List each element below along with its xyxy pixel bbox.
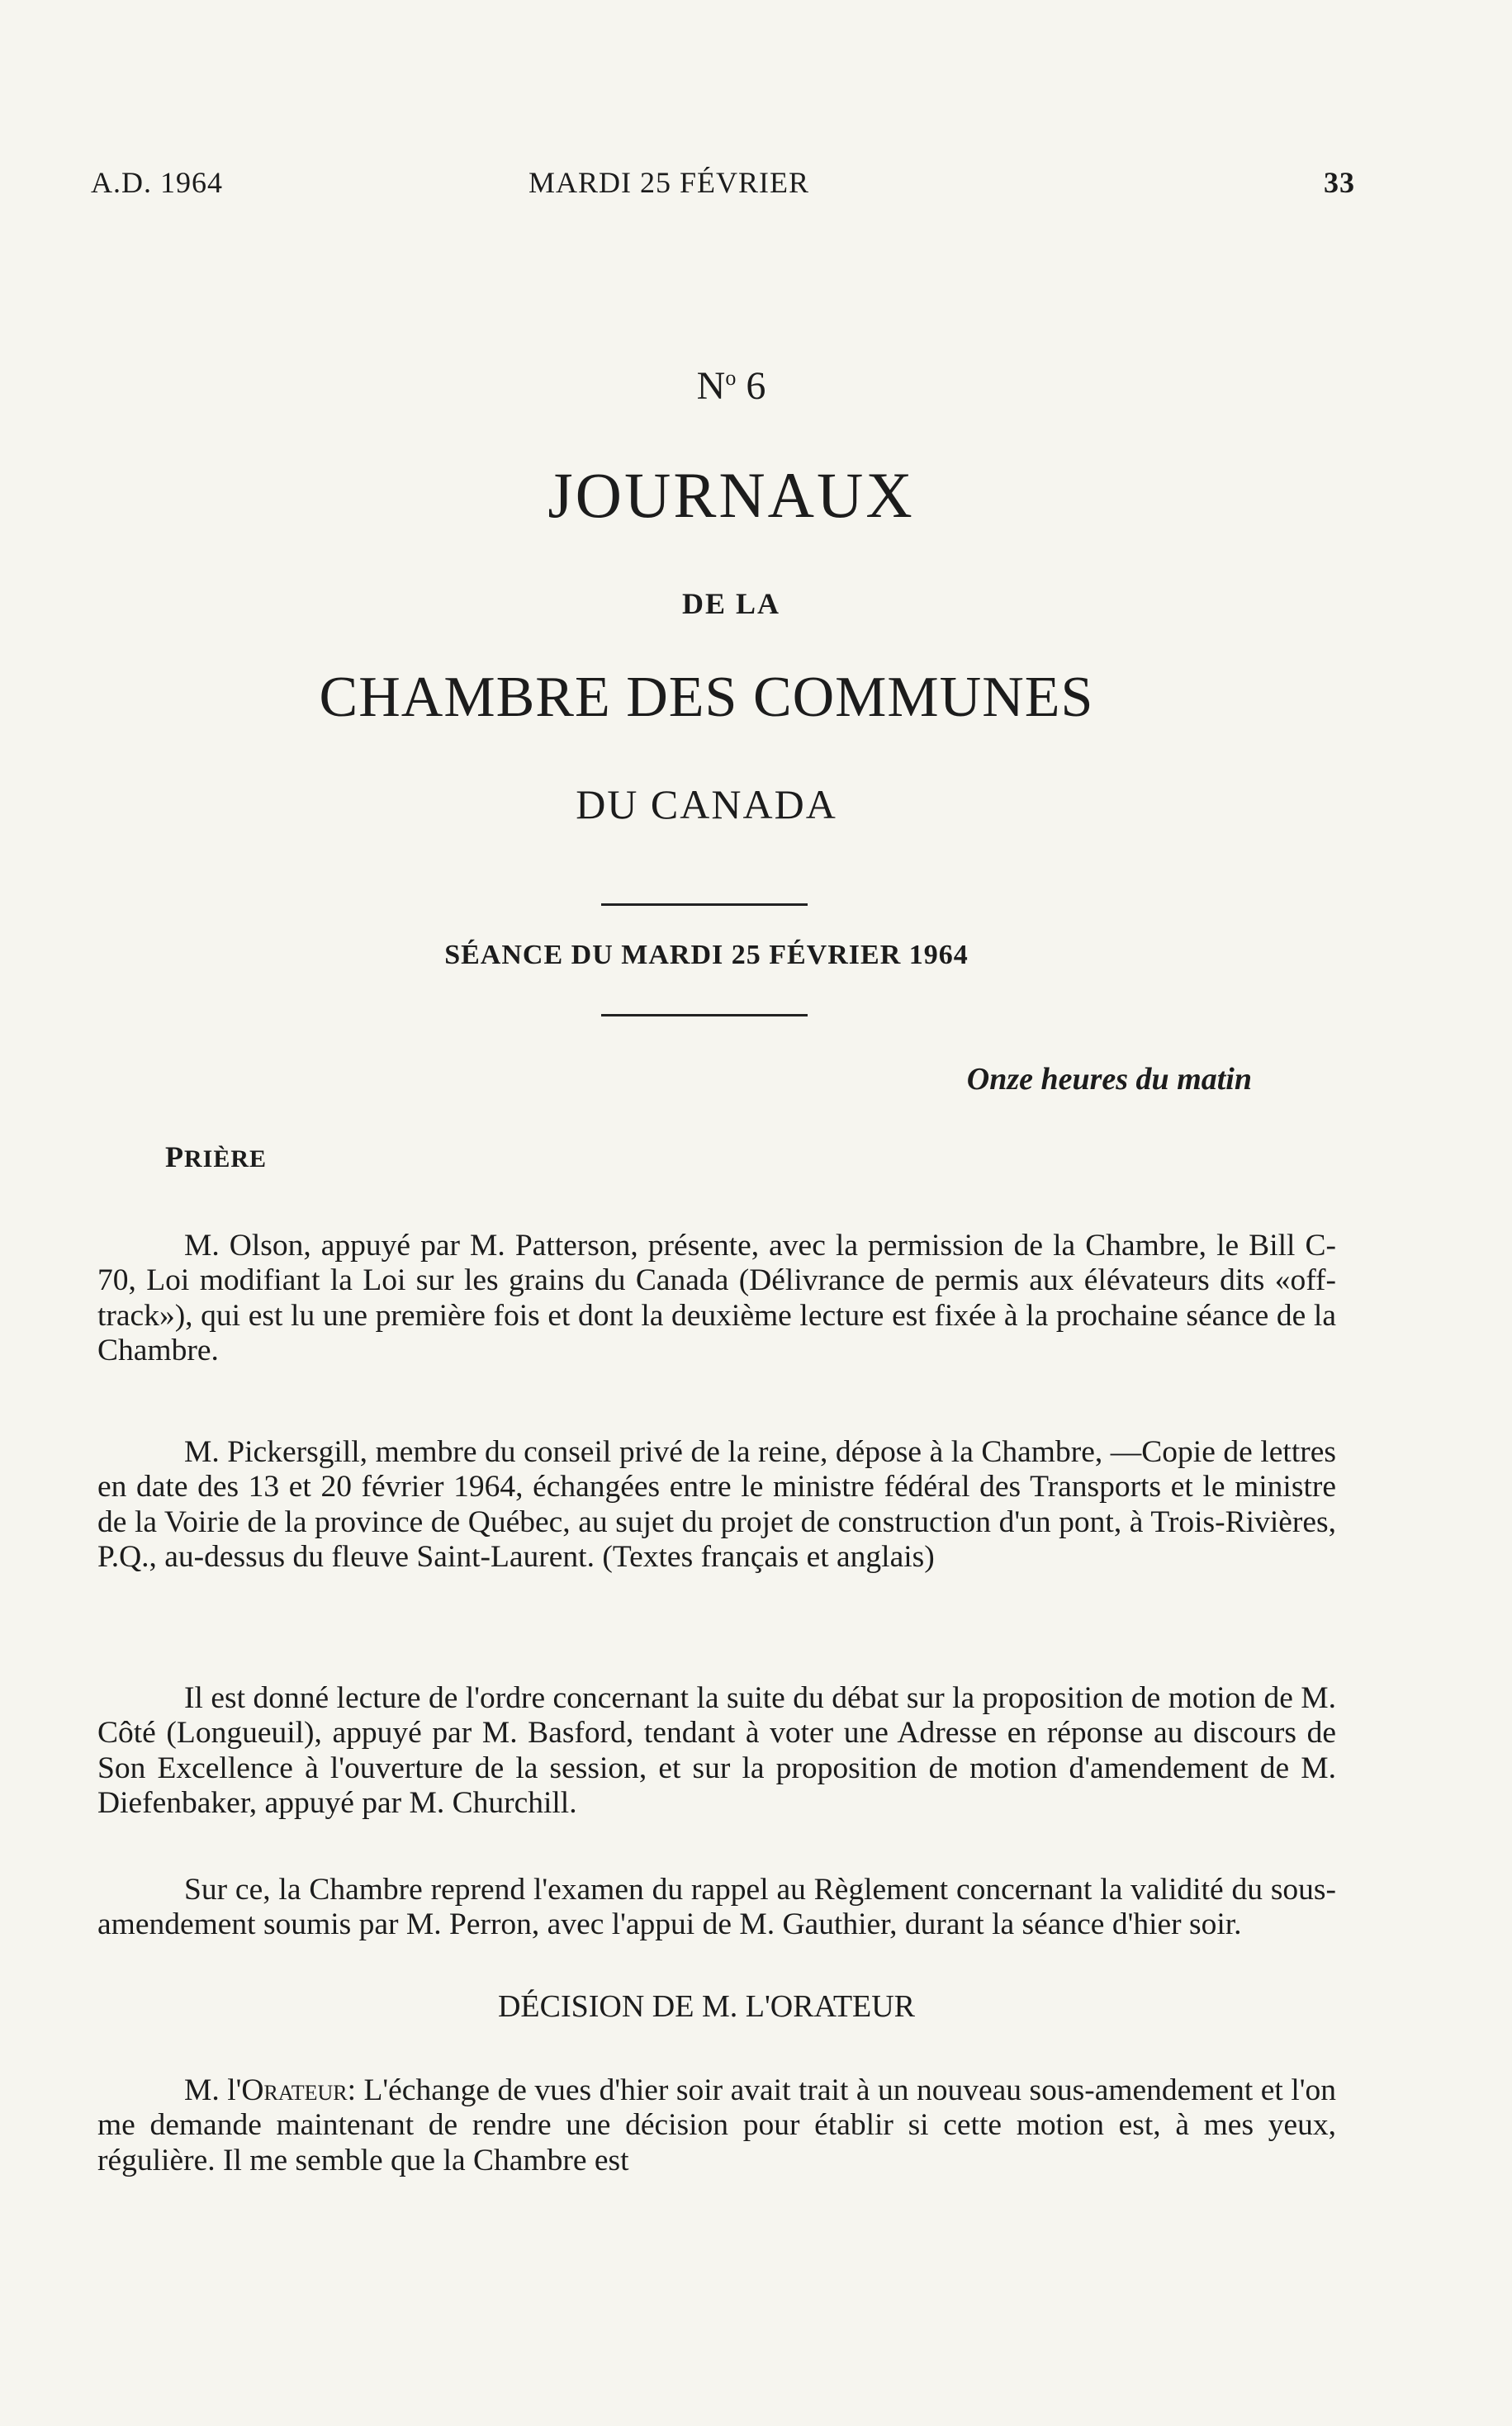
running-head-year: A.D. 1964 [91, 166, 223, 199]
paragraph-pickersgill: M. Pickersgill, membre du conseil privé de la reine, dépose à la Chambre, —Copie de lettres en date des 13 et 20 février 1964, échangées entre le ministre fédéral des Transports et le ministre de la Voirie de la province de Québec, au sujet du projet de construction d'un pont, à Trois-Rivières, P.Q., au-dessus du fleuve Saint-Laurent. (Textes français et anglais) [97, 1434, 1336, 1574]
issue-number-prefix: N [696, 364, 726, 408]
running-head [91, 165, 1355, 215]
divider-rule-bottom [601, 1014, 808, 1016]
speaker-text: L'échange de vues d'hier soir avait trait à un nouveau sous-amendement et l'on me demande maintenant de rendre une décision pour établir si cette motion est, à mes yeux, régulière. Il me semble que la Chambre est [97, 2073, 1336, 2177]
speaker-name: Orateur: [241, 2073, 357, 2107]
priere-rest: RIÈRE [184, 1145, 268, 1173]
paragraph-bill-c70: M. Olson, appuyé par M. Patterson, présente, avec la permission de la Chambre, le Bill C-70, Loi modifiant la Loi sur les grains du Canada (Délivrance de permis aux élévateurs dits «off-track»), qui est lu une première fois et dont la deuxième lecture est fixée à la prochaine séance de la Chambre. [97, 1228, 1336, 1367]
speaker-prefix: M. l' [184, 2073, 242, 2107]
page-number: 33 [1324, 166, 1355, 199]
issue-number-value: 6 [746, 364, 766, 408]
paragraph-debate-order: Il est donné lecture de l'ordre concernant la suite du débat sur la proposition de motion de M. Côté (Longueuil), appuyé par M. Basford, tendant à voter une Adresse en réponse au discours de Son Excellence à l'ouverture de la session, et sur la proposition de motion d'amendement de M. Diefenbaker, appuyé par M. Churchill. [97, 1680, 1336, 1820]
divider-rule-top [601, 903, 808, 906]
session-time: Onze heures du matin [966, 1062, 1252, 1097]
title-du-canada: DU CANADA [576, 781, 837, 827]
issue-number [0, 363, 1487, 409]
priere-first-letter: P [165, 1140, 184, 1173]
running-head-date: MARDI 25 FÉVRIER [528, 166, 810, 199]
decision-heading: DÉCISION DE M. L'ORATEUR [497, 1989, 916, 2024]
title-chambre: CHAMBRE DES COMMUNES [319, 666, 1094, 729]
issue-number-sup: o [725, 366, 737, 390]
title-de-la: DE LA [681, 587, 781, 620]
session-heading: SÉANCE DU MARDI 25 FÉVRIER 1964 [444, 940, 969, 970]
title-journaux: JOURNAUX [547, 459, 915, 531]
paragraph-point-of-order: Sur ce, la Chambre reprend l'examen du rappel au Règlement concernant la validité du sous-amendement soumis par M. Perron, avec l'appui de M. Gauthier, durant la séance d'hier soir. [97, 1872, 1336, 1941]
paragraph-speaker-decision [97, 2073, 1336, 2179]
priere-heading [165, 1140, 267, 1174]
